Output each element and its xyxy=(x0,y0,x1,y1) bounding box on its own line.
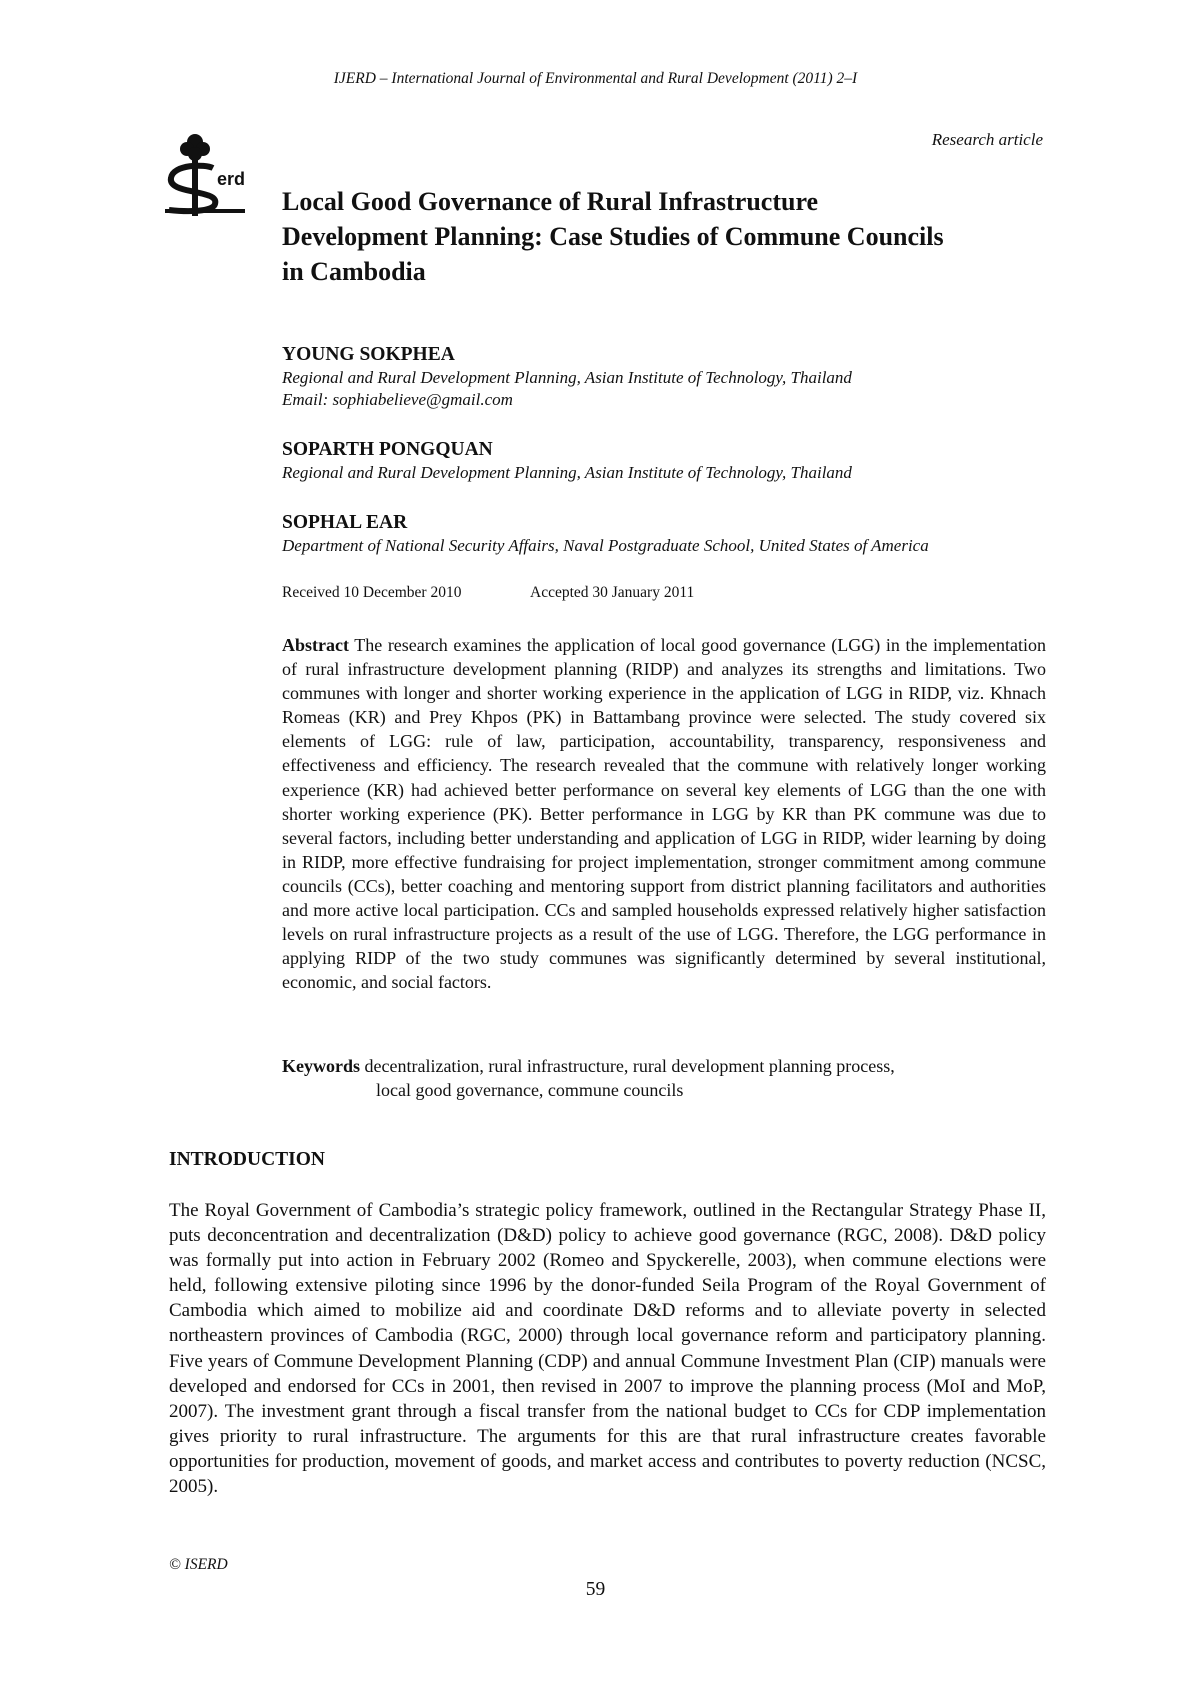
author-affiliation: Regional and Rural Development Planning, Asian Institute of Technology, Thailand xyxy=(282,368,852,387)
abstract-text: The research examines the application of local good governance (LGG) in the implementation of rural infrastructure development planning (RIDP) and analyzes its strengths and limitations. Two communes with longer and shorter working experience in the application of LGG in RIDP, viz. Khnach Romeas (KR) and Prey Khpos (PK) in Battambang province were selected. The study covered six elements of LGG: rule of law, participation, accountability, transparency, responsiveness and effectiveness and efficiency. The research revealed that the commune with relatively longer working experience (KR) had achieved better performance on several key elements of LGG than the one with shorter working experience (PK). Better performance in LGG by KR than PK commune was due to several factors, including better understanding and application of LGG in RIDP, wider learning by doing in RIDP, more effective fundraising for project implementation, stronger commitment among commune councils (CCs), better coaching and mentoring support from district planning facilitators and authorities and more active local participation. CCs and sampled households expressed relatively higher satisfaction levels on rural infrastructure projects as a result of the use of LGG. Therefore, the LGG performance in applying RIDP of the two study communes was significantly determined by several institutional, economic, and social factors. xyxy=(282,635,1046,993)
journal-logo xyxy=(165,130,255,218)
author-block xyxy=(282,438,1062,484)
author-name: SOPARTH PONGQUAN xyxy=(282,439,493,460)
introduction-paragraph: The Royal Government of Cambodia’s strategic policy framework, outlined in the Rectangular Strategy Phase II, puts deconcentration and decentralization (D&D) policy to achieve good governance (RGC, 2008). D&D policy was formally put into action in February 2002 (Romeo and Spyckerelle, 2003), when commune elections were held, following extensive piloting since 1996 by the donor-funded Seila Program of the Royal Government of Cambodia which aimed to mobilize aid and coordinate D&D reforms and to alleviate poverty in selected northeastern provinces of Cambodia (RGC, 2000) through local governance reform and participatory planning. Five years of Commune Development Planning (CDP) and annual Commune Investment Plan (CIP) manuals were developed and endorsed for CCs in 2001, then revised in 2007 to improve the planning process (MoI and MoP, 2007). The investment grant through a fiscal transfer from the national budget to CCs for CDP implementation gives priority to rural infrastructure. The arguments for this are that rural infrastructure creates favorable opportunities for production, movement of goods, and market access and contributes to poverty reduction (NCSC, 2005). xyxy=(169,1200,1046,1498)
abstract xyxy=(282,633,1046,994)
running-header: IJERD – International Journal of Environmental and Rural Development (2011) 2–I xyxy=(333,70,858,87)
keywords-label: Keywords xyxy=(282,1056,360,1076)
author-affiliation: Regional and Rural Development Planning, Asian Institute of Technology, Thailand xyxy=(282,463,852,482)
submission-dates xyxy=(282,584,694,602)
title-line: Local Good Governance of Rural Infrastructure xyxy=(282,187,819,216)
keywords-line: local good governance, commune councils xyxy=(376,1080,684,1100)
keywords-line: decentralization, rural infrastructure, rural development planning process, xyxy=(364,1056,895,1076)
author-affiliation: Department of National Security Affairs, Naval Postgraduate School, United States of America xyxy=(282,536,929,555)
author-name: YOUNG SOKPHEA xyxy=(282,344,455,365)
received-date: Received 10 December 2010 xyxy=(282,584,462,601)
logo-text: erd xyxy=(217,169,246,189)
title-line: in Cambodia xyxy=(282,257,426,286)
author-email: Email: sophiabelieve@gmail.com xyxy=(282,390,513,409)
author-block xyxy=(282,511,1062,557)
author-name: SOPHAL EAR xyxy=(282,512,408,533)
accepted-date: Accepted 30 January 2011 xyxy=(530,584,695,601)
title-line: Development Planning: Case Studies of Commune Councils xyxy=(282,222,944,251)
page-number: 59 xyxy=(585,1579,606,1600)
iserd-logo-icon xyxy=(165,130,255,218)
article-type: Research article xyxy=(931,130,1043,149)
copyright: © ISERD xyxy=(169,1556,228,1573)
keywords xyxy=(282,1054,1046,1102)
author-block xyxy=(282,343,1062,411)
abstract-label: Abstract xyxy=(282,635,349,655)
section-heading: INTRODUCTION xyxy=(169,1149,326,1170)
paper-title xyxy=(282,184,1062,289)
